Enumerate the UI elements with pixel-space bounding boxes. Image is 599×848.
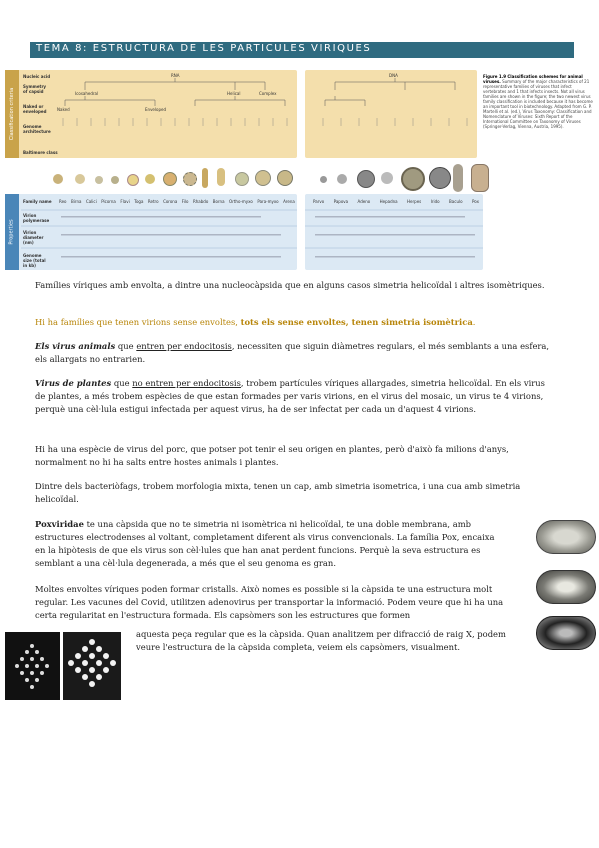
paragraph-bacteriophages: Dintre dels bacteriòfags, trobem morfologia mixta, tenen un cap, amb simetria isometrica, i una cua amb simetria helicoïdal. <box>35 481 521 504</box>
prop-family-name: Family name <box>23 199 52 204</box>
tree-icosahedral: Icosahedral <box>75 91 99 96</box>
poxvirus-image-3 <box>536 616 596 650</box>
row-label-baltimore: Baltimore class <box>23 150 58 155</box>
tree-dna: DNA <box>389 73 398 78</box>
caption-title: Figure 1.9 Classification schemes for animal viruses. <box>483 74 583 84</box>
caption-body: Summary of the major characteristics of 21 representative families of viruses that infect vertebrates and 1 that infects insects. Not all virus families are shown in the figure; the two newest virus family classification is included because it has become an important tool in biotechnology. Adapted from G. P. Martelli et al. (ed.), Virus Taxonomy: Classification and Nomenclature of Viruses: Sixth Report of the International Committee on Taxonomy of Viruses (Springer-Verlag, Vienna, Austria, 1995). <box>483 79 593 129</box>
tree-naked: Naked <box>57 107 70 112</box>
dna-family-row: Parvo Papova Adeno Hepadna Herpes Irido Baculo Pox <box>313 199 479 204</box>
virus-classification-figure <box>5 70 595 270</box>
properties-grid-lines <box>5 206 485 270</box>
poxvirus-image-2 <box>536 570 596 604</box>
properties-side-label: Properties <box>9 219 15 245</box>
crystal-dots-2 <box>63 632 121 700</box>
tree-enveloped: Enveloped <box>145 107 166 112</box>
paragraph-animal-viruses: Els virus animals que entren per endocitosis, necessiten que siguin diàmetres regulars, el més semblants a una esfera, els allargats no entrarien. <box>35 341 550 364</box>
row-label-symmetry: Symmetry of capsid <box>23 84 47 94</box>
prop-genome-size: Genome size (total in kb) <box>23 253 46 268</box>
capsid-crystal-image-1 <box>5 632 60 700</box>
tree-helical: Helical <box>227 91 241 96</box>
rna-family-row: Reo Birna Calici Picorna Flavi Toga Retro Corona Filo Rhabdo Borna Ortho-myxo Para-myxo Arena <box>59 199 295 204</box>
page-header <box>30 42 574 58</box>
paragraph-poxviridae: Poxviridae te una càpsida que no te simetria ni isomètrica ni helicoïdal, te una doble membrana, amb estructures electrodenses al voltant, completament diferent als virus convencionals. La família Pox, encaixa en la hipòtesis de que els virus son cèl·lules que han anat perdent funcions. Perquè la seva estructura es semblant a una cèl·lula degenerada, a més que el seu genoma es gran. <box>35 519 495 568</box>
page-title: TEMA 8: ESTRUCTURA DE LES PARTICULES VIRIQUES <box>36 43 372 54</box>
paragraph-pig-virus: Hi ha una espècie de virus del porc, que potser pot tenir el seu origen en plantes, però d'això fa milions d'anys, normalment no hi ha salts entre hostes animals i plantes. <box>35 444 509 467</box>
tree-rna: RNA <box>171 73 180 78</box>
classification-tree-lines <box>5 70 480 158</box>
row-label-genome: Genome architecture <box>23 124 51 134</box>
row-label-nucleic-acid: Nucleic acid <box>23 74 51 79</box>
figure-caption <box>483 74 593 129</box>
paragraph-enveloped-families: Famílies víriques amb envolta, a dintre una nucleocàpsida que en alguns casos simetria helicoïdal i altres isomètriques. <box>35 280 545 290</box>
classification-side-label: Classification criteria <box>9 87 16 141</box>
capsid-crystal-image-2 <box>63 632 121 700</box>
paragraph-naked-families: Hi ha famílies que tenen virions sense envoltes, tots els sense envoltes, tenen simetria isomètrica. <box>35 317 476 327</box>
crystal-dots-1 <box>5 632 60 700</box>
poxvirus-image-1 <box>536 520 596 554</box>
paragraph-crystals: Moltes envoltes víriques poden formar cristalls. Això nomes es possible si la càpsida te una estructura molt regular. Les vacunes del Covid, utilitzen adenovirus per transportar la informació. Podem veure que hi ha una certa regularitat en l'estructura formada. Els capsòmers son les estructures que formen <box>35 584 504 620</box>
prop-polymerase: Virion polymerase <box>23 213 50 223</box>
paragraph-plant-viruses: Virus de plantes que no entren per endocitosis, trobem partícules víriques allargades, simetria helicoïdal. En els virus de plantes, a més trobem espècies de que estan formades per varis virions, en el virus del mosaic, un virus te 4 virions, perquè una cèl·lula estigui infectada per aquest virus, ha de ser infectat per cada un d'aquest 4 virions. <box>35 378 545 414</box>
row-label-naked: Naked or enveloped <box>23 104 47 114</box>
prop-diameter: Virion diameter (nm) <box>23 230 44 245</box>
tree-complex: Complex <box>259 91 277 96</box>
paragraph-crystals-continued: aquesta peça regular que es la càpsida. Quan analitzem per difracció de raig X, podem veure l'estructura de la càpsida completa, veiem els capsòmers, visualment. <box>136 629 506 652</box>
